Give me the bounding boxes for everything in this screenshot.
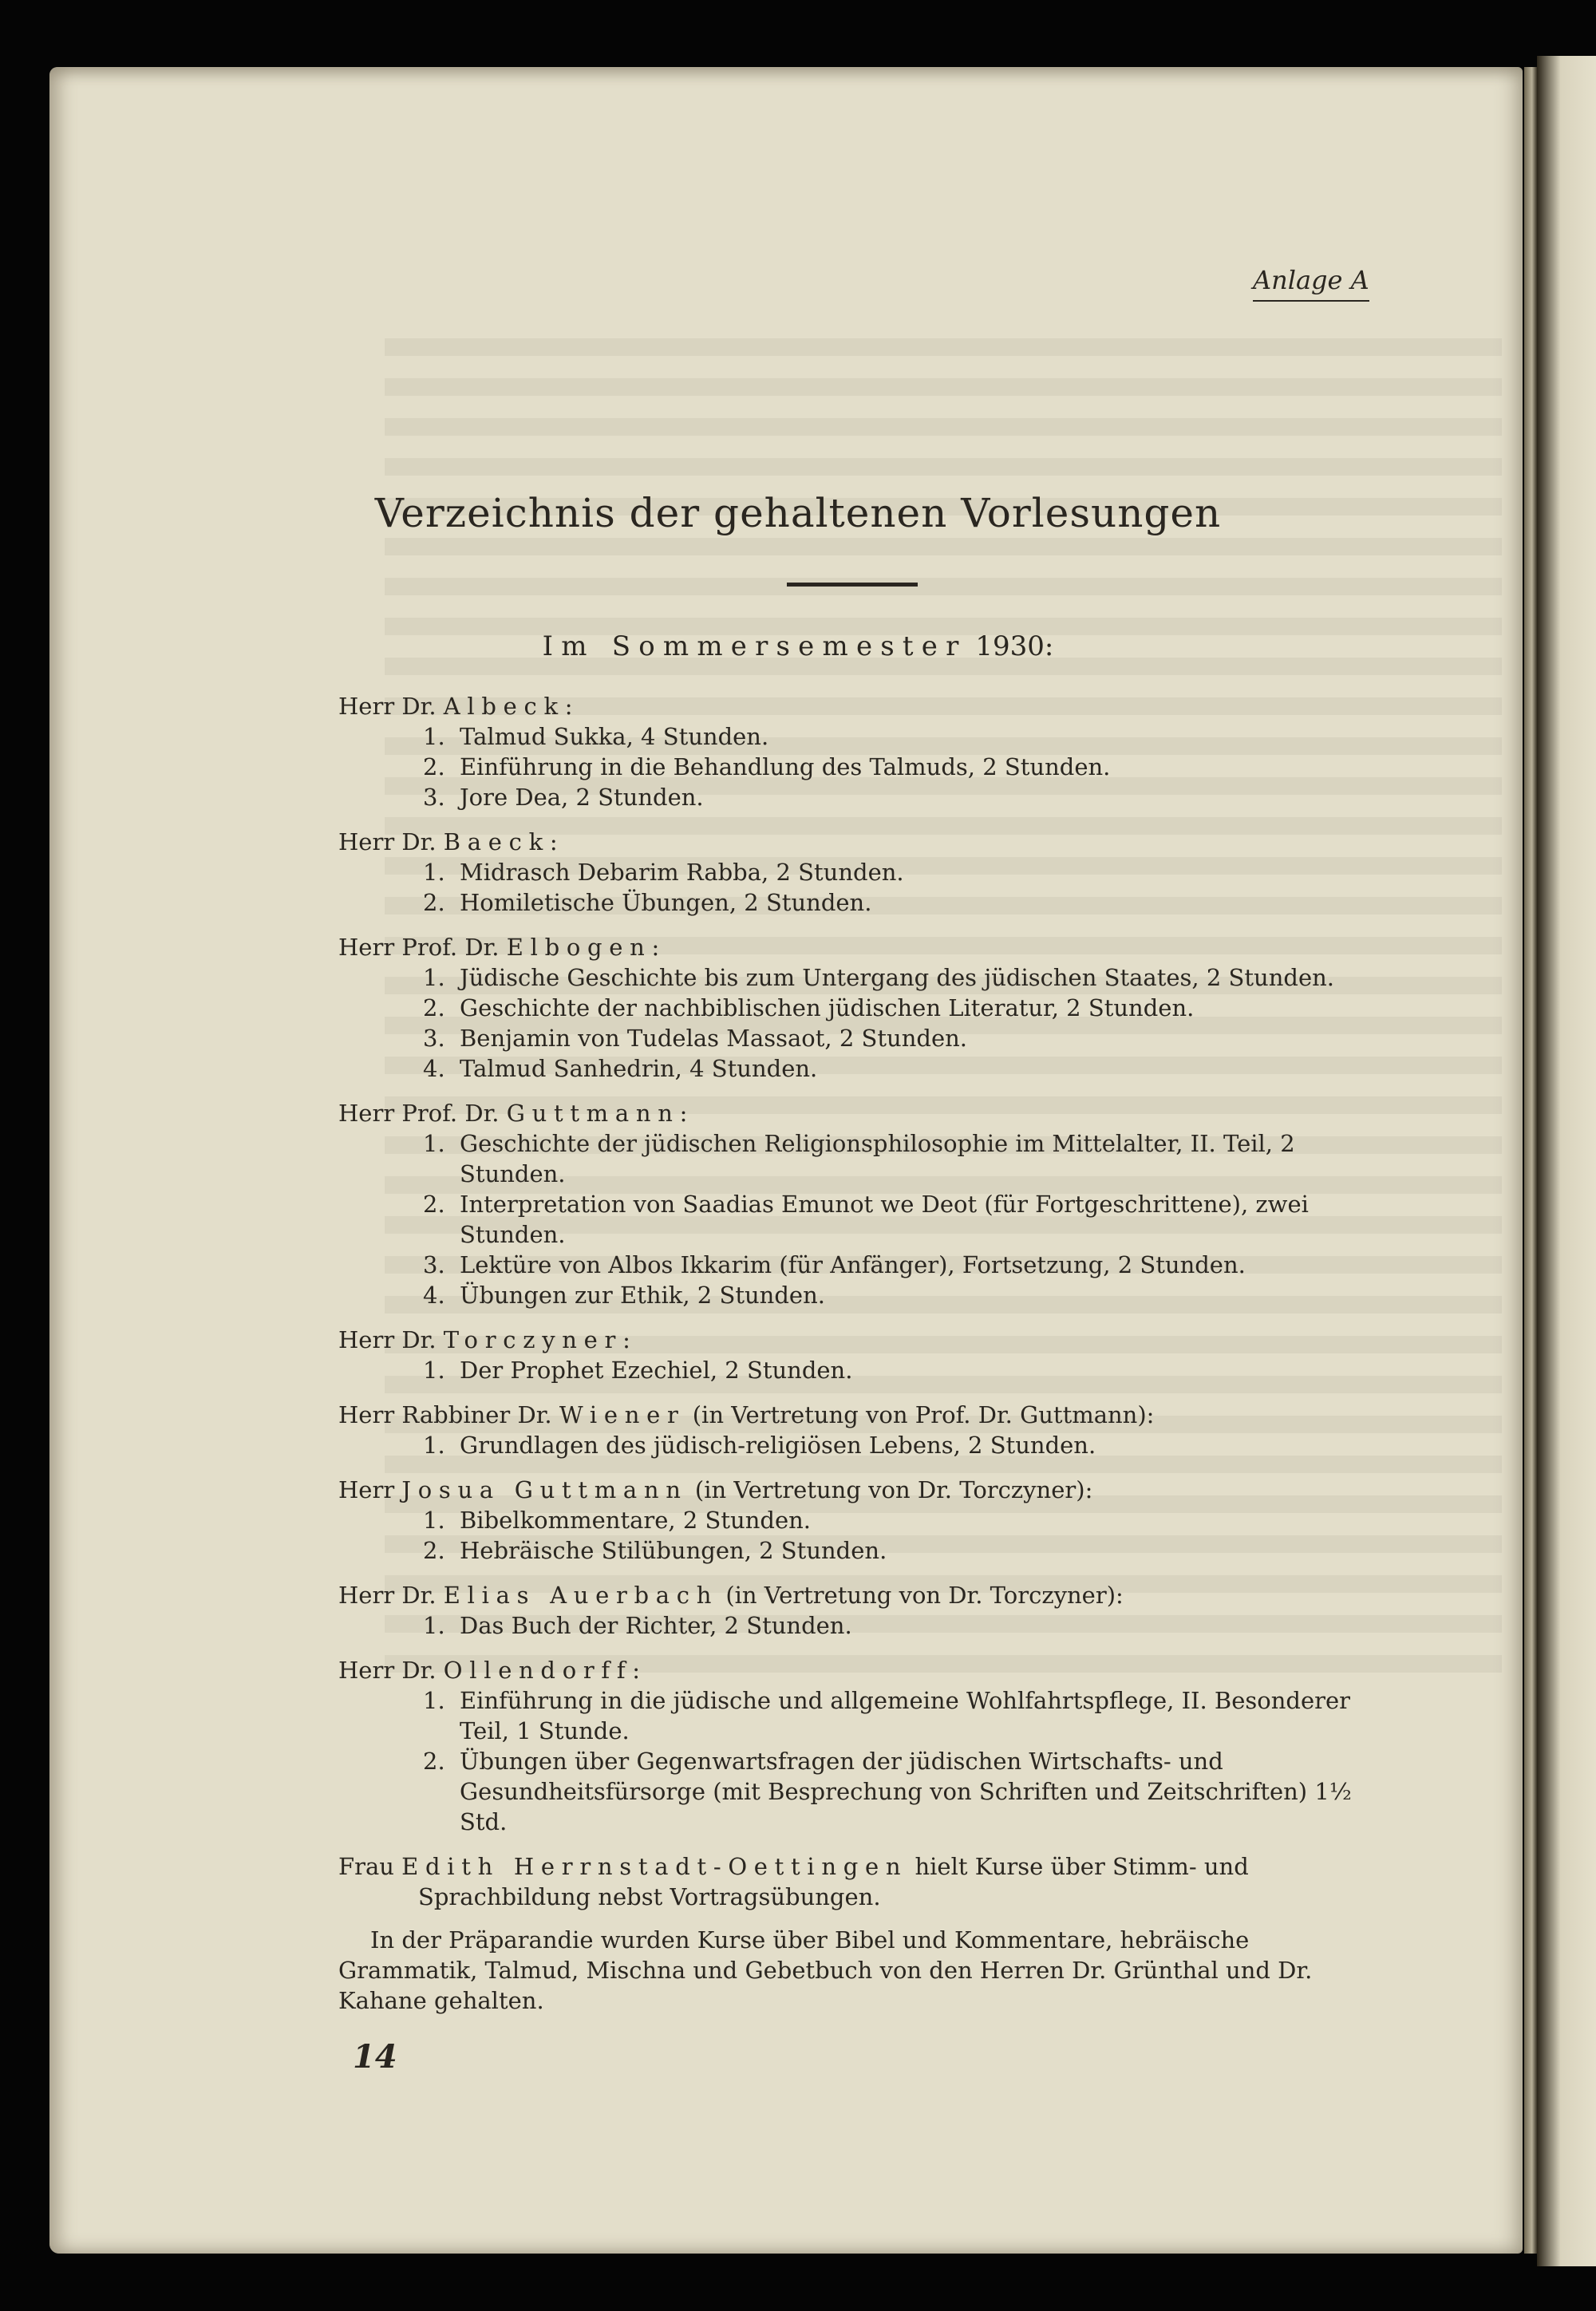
course-number: 1.	[423, 964, 445, 991]
course-text: Bibelkommentare, 2 Stunden.	[460, 1507, 812, 1534]
lecturer-prefix: Herr Prof. Dr.	[338, 1100, 500, 1127]
lecturer-heading	[338, 1098, 1380, 1128]
course-item	[423, 962, 1380, 993]
lecturer-suffix: :	[679, 1100, 688, 1127]
lecturer-suffix: :	[651, 934, 660, 961]
course-item	[423, 1250, 1380, 1280]
lecturer-name: Elias Auerbach	[443, 1582, 719, 1609]
course-text: Übungen zur Ethik, 2 Stunden.	[460, 1282, 825, 1309]
lecturer-name: Josua Guttmann	[401, 1476, 688, 1503]
lecture-list	[338, 691, 1380, 2016]
course-text: Einführung in die Behandlung des Talmuds, 2 Stunden.	[460, 753, 1111, 780]
course-number: 1.	[423, 1432, 445, 1459]
lecturer-block	[338, 691, 1380, 812]
course-text: Talmud Sukka, 4 Stunden.	[460, 723, 769, 750]
course-item	[423, 1430, 1380, 1460]
lecturer-name: Guttmann	[506, 1100, 680, 1127]
course-text: Interpretation von Saadias Emunot we Deot (für Fortgeschrittene), zwei Stunden.	[460, 1191, 1309, 1248]
page-title: Verzeichnis der gehaltenen Vorlesungen	[374, 490, 1222, 536]
lecturer-name: Torczyner	[443, 1326, 623, 1353]
lecturer-name: Albeck	[443, 693, 565, 720]
lecturer-name: Elbogen	[506, 934, 652, 961]
course-number: 1.	[423, 859, 445, 886]
lecturer-block	[338, 1475, 1380, 1566]
lecturer-prefix: Herr	[338, 1476, 395, 1503]
course-number: 1.	[423, 723, 445, 750]
lecturer-prefix: Herr Dr.	[338, 828, 437, 855]
course-item	[423, 1535, 1380, 1566]
lecturer-block	[338, 827, 1380, 918]
course-item	[423, 993, 1380, 1023]
semester-year: 1930:	[975, 630, 1054, 662]
annex-label: Anlage A	[1253, 265, 1369, 302]
course-item	[423, 752, 1380, 782]
course-text: Hebräische Stilübungen, 2 Stunden.	[460, 1537, 887, 1564]
note-name: Edith Herrnstadt-Oettingen	[401, 1853, 908, 1880]
page-gutter	[1524, 67, 1537, 2254]
lecturer-prefix: Herr Dr.	[338, 1582, 437, 1609]
course-item	[423, 1610, 1380, 1641]
lecturer-heading	[338, 932, 1380, 962]
note-text: hielt Kurse über Stimm- und Sprachbildung nebst Vortragsübungen.	[418, 1853, 1249, 1910]
course-item	[423, 721, 1380, 752]
course-item	[423, 1685, 1380, 1746]
lecturer-block	[338, 1325, 1380, 1385]
course-number: 2.	[423, 1748, 445, 1775]
course-item	[423, 1505, 1380, 1535]
course-number: 4.	[423, 1055, 445, 1082]
course-item	[423, 1128, 1380, 1189]
page-number: 14	[353, 2038, 397, 2076]
lecturer-suffix: (in Vertretung von Prof. Dr. Guttmann):	[692, 1401, 1155, 1428]
course-item	[423, 1053, 1380, 1084]
course-number: 1.	[423, 1687, 445, 1714]
lecturer-heading	[338, 1580, 1380, 1610]
course-text: Benjamin von Tudelas Massaot, 2 Stunden.	[460, 1025, 968, 1052]
lecturer-name: Ollendorff	[443, 1657, 633, 1684]
course-item	[423, 1023, 1380, 1053]
lecturer-name: Wiener	[559, 1401, 685, 1428]
lecturer-prefix: Herr Rabbiner Dr.	[338, 1401, 552, 1428]
course-text: Geschichte der nachbiblischen jüdischen Literatur, 2 Stunden.	[460, 994, 1195, 1021]
course-text: Lektüre von Albos Ikkarim (für Anfänger), Fortsetzung, 2 Stunden.	[460, 1251, 1246, 1278]
course-number: 3.	[423, 1025, 445, 1052]
closing-paragraph: In der Präparandie wurden Kurse über Bibel und Kommentare, hebräische Grammatik, Talmud, Mischna und Gebetbuch von den Herren Dr. Grünthal und Dr. Kahane gehalten.	[338, 1926, 1313, 2014]
course-number: 2.	[423, 889, 445, 916]
note-prefix: Frau	[338, 1853, 394, 1880]
lecturer-heading	[338, 1475, 1380, 1505]
lecturer-suffix: (in Vertretung von Dr. Torczyner):	[725, 1582, 1124, 1609]
course-text: Grundlagen des jüdisch-religiösen Lebens, 2 Stunden.	[460, 1432, 1096, 1459]
course-number: 1.	[423, 1130, 445, 1157]
lecturer-heading	[338, 1325, 1380, 1355]
course-item	[423, 857, 1380, 887]
course-number: 2.	[423, 753, 445, 780]
course-text: Das Buch der Richter, 2 Stunden.	[460, 1612, 852, 1639]
lecturer-block	[338, 1400, 1380, 1460]
title-rule	[787, 583, 918, 587]
course-text: Jüdische Geschichte bis zum Untergang des jüdischen Staates, 2 Stunden.	[460, 964, 1334, 991]
course-item	[423, 1355, 1380, 1385]
lecturer-heading	[338, 1400, 1380, 1430]
course-item	[423, 1280, 1380, 1310]
lecturer-prefix: Herr Prof. Dr.	[338, 934, 500, 961]
course-number: 3.	[423, 784, 445, 811]
course-number: 4.	[423, 1282, 445, 1309]
lecturer-block	[338, 1655, 1380, 1837]
lecturer-suffix: :	[632, 1657, 641, 1684]
course-item	[423, 782, 1380, 812]
course-text: Der Prophet Ezechiel, 2 Stunden.	[460, 1357, 853, 1384]
lecturer-suffix: :	[564, 693, 573, 720]
lecturer-heading	[338, 827, 1380, 857]
lecturer-block	[338, 1098, 1380, 1310]
course-text: Talmud Sanhedrin, 4 Stunden.	[460, 1055, 818, 1082]
course-number: 2.	[423, 994, 445, 1021]
course-text: Homiletische Übungen, 2 Stunden.	[460, 889, 872, 916]
lecturer-block	[338, 1580, 1380, 1641]
lecturer-heading	[338, 691, 1380, 721]
course-text: Jore Dea, 2 Stunden.	[460, 784, 704, 811]
lecturer-prefix: Herr Dr.	[338, 1326, 437, 1353]
semester-word: Im Sommersemester	[542, 630, 967, 662]
lecturer-heading	[338, 1655, 1380, 1685]
course-item	[423, 887, 1380, 918]
course-text: Einführung in die jüdische und allgemeine Wohlfahrtspflege, II. Besonderer Teil, 1 Stunde.	[460, 1687, 1351, 1744]
course-number: 3.	[423, 1251, 445, 1278]
course-text: Übungen über Gegenwartsfragen der jüdischen Wirtschafts- und Gesundheitsfürsorge (mit Besprechung von Schriften und Zeitschriften) 1½ Std.	[460, 1748, 1352, 1835]
course-number: 1.	[423, 1507, 445, 1534]
semester-heading	[0, 630, 1596, 662]
course-number: 1.	[423, 1357, 445, 1384]
lecturer-suffix: :	[622, 1326, 630, 1353]
course-item	[423, 1746, 1380, 1837]
lecturer-suffix: :	[549, 828, 558, 855]
course-number: 2.	[423, 1191, 445, 1218]
course-item	[423, 1189, 1380, 1250]
course-text: Geschichte der jüdischen Religionsphilosophie im Mittelalter, II. Teil, 2 Stunden.	[460, 1130, 1295, 1187]
course-text: Midrasch Debarim Rabba, 2 Stunden.	[460, 859, 904, 886]
lecturer-suffix: (in Vertretung von Dr. Torczyner):	[694, 1476, 1093, 1503]
adjacent-page	[1537, 56, 1596, 2266]
edith-note	[338, 1851, 1380, 1912]
course-number: 2.	[423, 1537, 445, 1564]
lecturer-prefix: Herr Dr.	[338, 1657, 437, 1684]
lecturer-prefix: Herr Dr.	[338, 693, 437, 720]
lecturer-name: Baeck	[443, 828, 550, 855]
lecturer-block	[338, 932, 1380, 1084]
course-number: 1.	[423, 1612, 445, 1639]
